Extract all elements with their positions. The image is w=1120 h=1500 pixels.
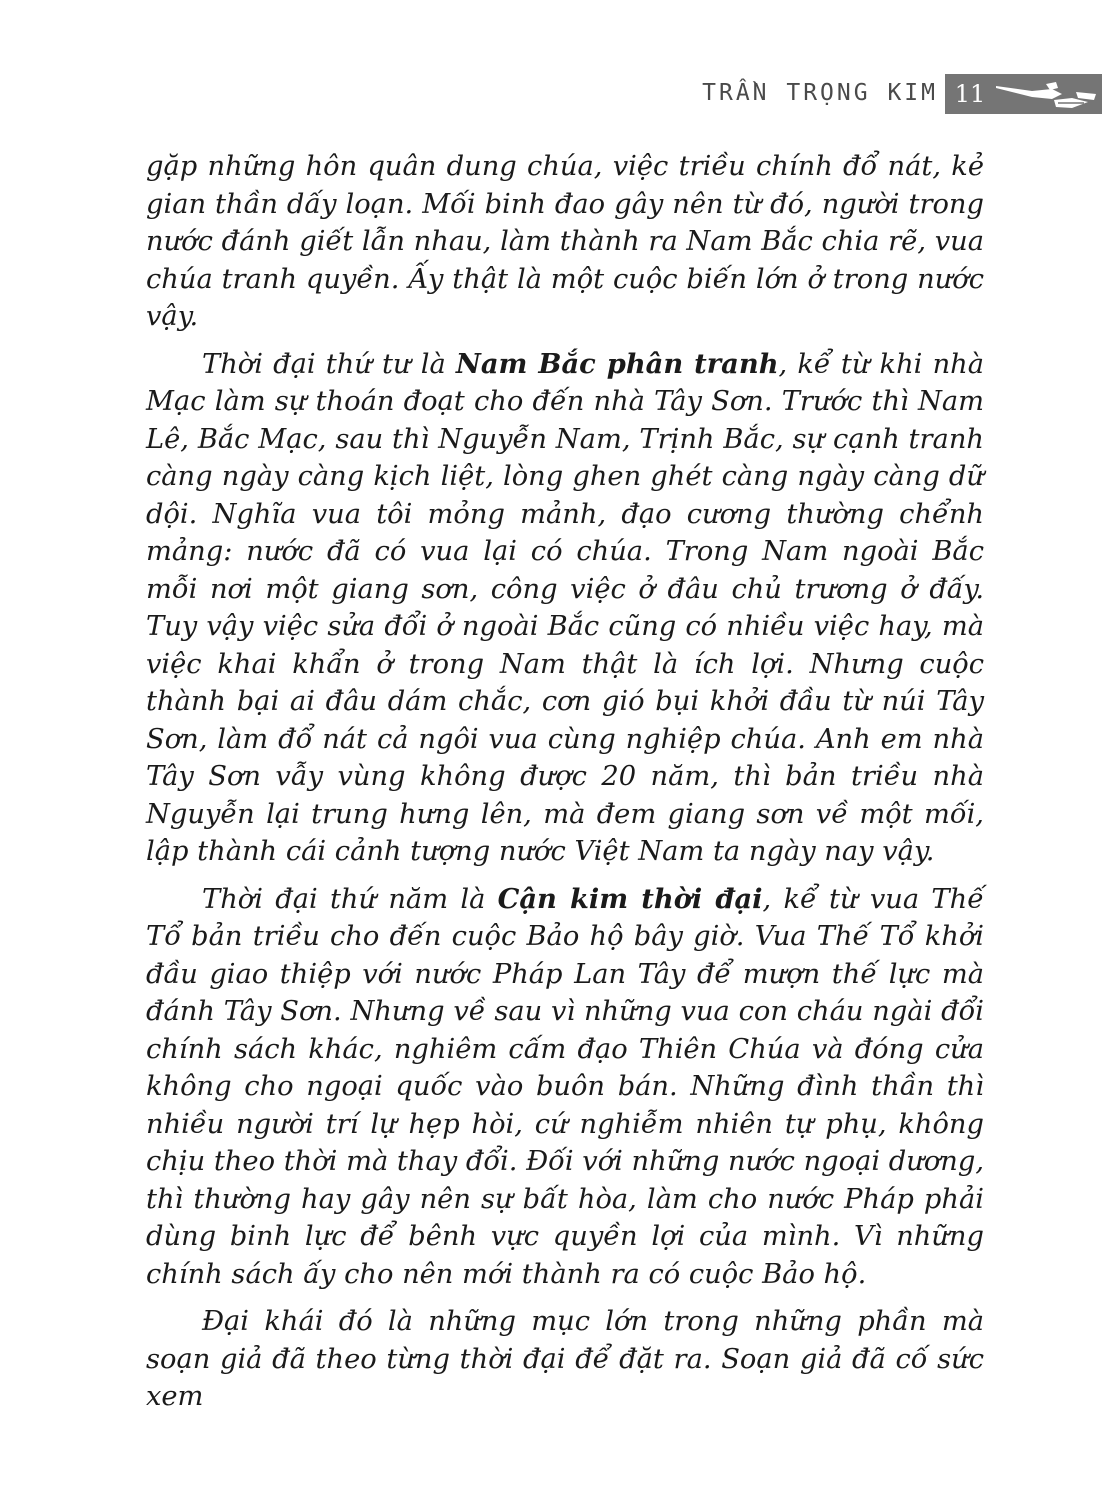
paragraph-4 [146, 1303, 984, 1416]
body-text [146, 148, 984, 1426]
era-title-can-kim-thoi-dai: Cận kim thời đại [497, 882, 763, 915]
page-number: 11 [945, 74, 995, 114]
era-title-nam-bac-phan-tranh: Nam Bắc phân tranh [455, 347, 779, 380]
paragraph-1-text: gặp những hôn quân dung chúa, việc triều chính đổ nát, kẻ gian thần dấy loạn. Mối binh đao gây nên từ đó, người trong nước đánh giết lẫn nhau, làm thành ra Nam Bắc chia rẽ, vua chúa tranh quyền. Ấy thật là một cuộc biến lớn ở trong nước vậy. [146, 151, 984, 332]
running-header-author: TRẦN TRỌNG KIM [702, 80, 938, 106]
paragraph-2 [146, 346, 984, 871]
paragraph-4-text: Đại khái đó là những mục lớn trong những phần mà soạn giả đã theo từng thời đại để đặt ra. Soạn giả đã cố sức xem [146, 1306, 984, 1412]
paragraph-2-body: , kể từ khi nhà Mạc làm sự thoán đoạt cho đến nhà Tây Sơn. Trước thì Nam Lê, Bắc Mạc, sau thì Nguyễn Nam, Trịnh Bắc, sự cạnh tranh càng ngày càng kịch liệt, lòng ghen ghét càng ngày càng dữ dội. Nghĩa vua tôi mỏng mảnh, đạo cương thường chểnh mảng: nước đã có vua lại có chúa. Trong Nam ngoài Bắc mỗi nơi một giang sơn, công việc ở đâu chủ trương ở đấy. Tuy vậy việc sửa đổi ở ngoài Bắc cũng có nhiều việc hay, mà việc khai khẩn ở trong Nam thật là ích lợi. Nhưng cuộc thành bại ai đâu dám chắc, cơn gió bụi khởi đầu từ núi Tây Sơn, làm đổ nát cả ngôi vua cùng nghiệp chúa. Anh em nhà Tây Sơn vẫy vùng không được 20 năm, thì bản triều nhà Nguyễn lại trung hưng lên, mà đem giang sơn về một mối, lập thành cái cảnh tượng nước Việt Nam ta ngày nay vậy. [146, 348, 984, 867]
pen-nib-ornament-icon [992, 74, 1102, 114]
paragraph-3-body: , kể từ vua Thế Tổ bản triều cho đến cuộc Bảo hộ bây giờ. Vua Thế Tổ khởi đầu giao thiệp với nước Pháp Lan Tây để mượn thế lực mà đánh Tây Sơn. Nhưng về sau vì những vua con cháu ngài đổi chính sách khác, nghiêm cấm đạo Thiên Chúa và đóng cửa không cho ngoại quốc vào buôn bán. Những đình thần thì nhiều người trí lự hẹp hòi, cứ nghiễm nhiên tự phụ, không chịu theo thời mà thay đổi. Đối với những nước ngoại dương, thì thường hay gây nên sự bất hòa, làm cho nước Pháp phải dùng binh lực để bênh vực quyền lợi của mình. Vì những chính sách ấy cho nên mới thành ra có cuộc Bảo hộ. [146, 883, 984, 1290]
paragraph-2-lead: Thời đại thứ tư là [202, 348, 456, 380]
paragraph-1 [146, 148, 984, 336]
paragraph-3 [146, 881, 984, 1294]
paragraph-3-lead: Thời đại thứ năm là [202, 883, 498, 915]
